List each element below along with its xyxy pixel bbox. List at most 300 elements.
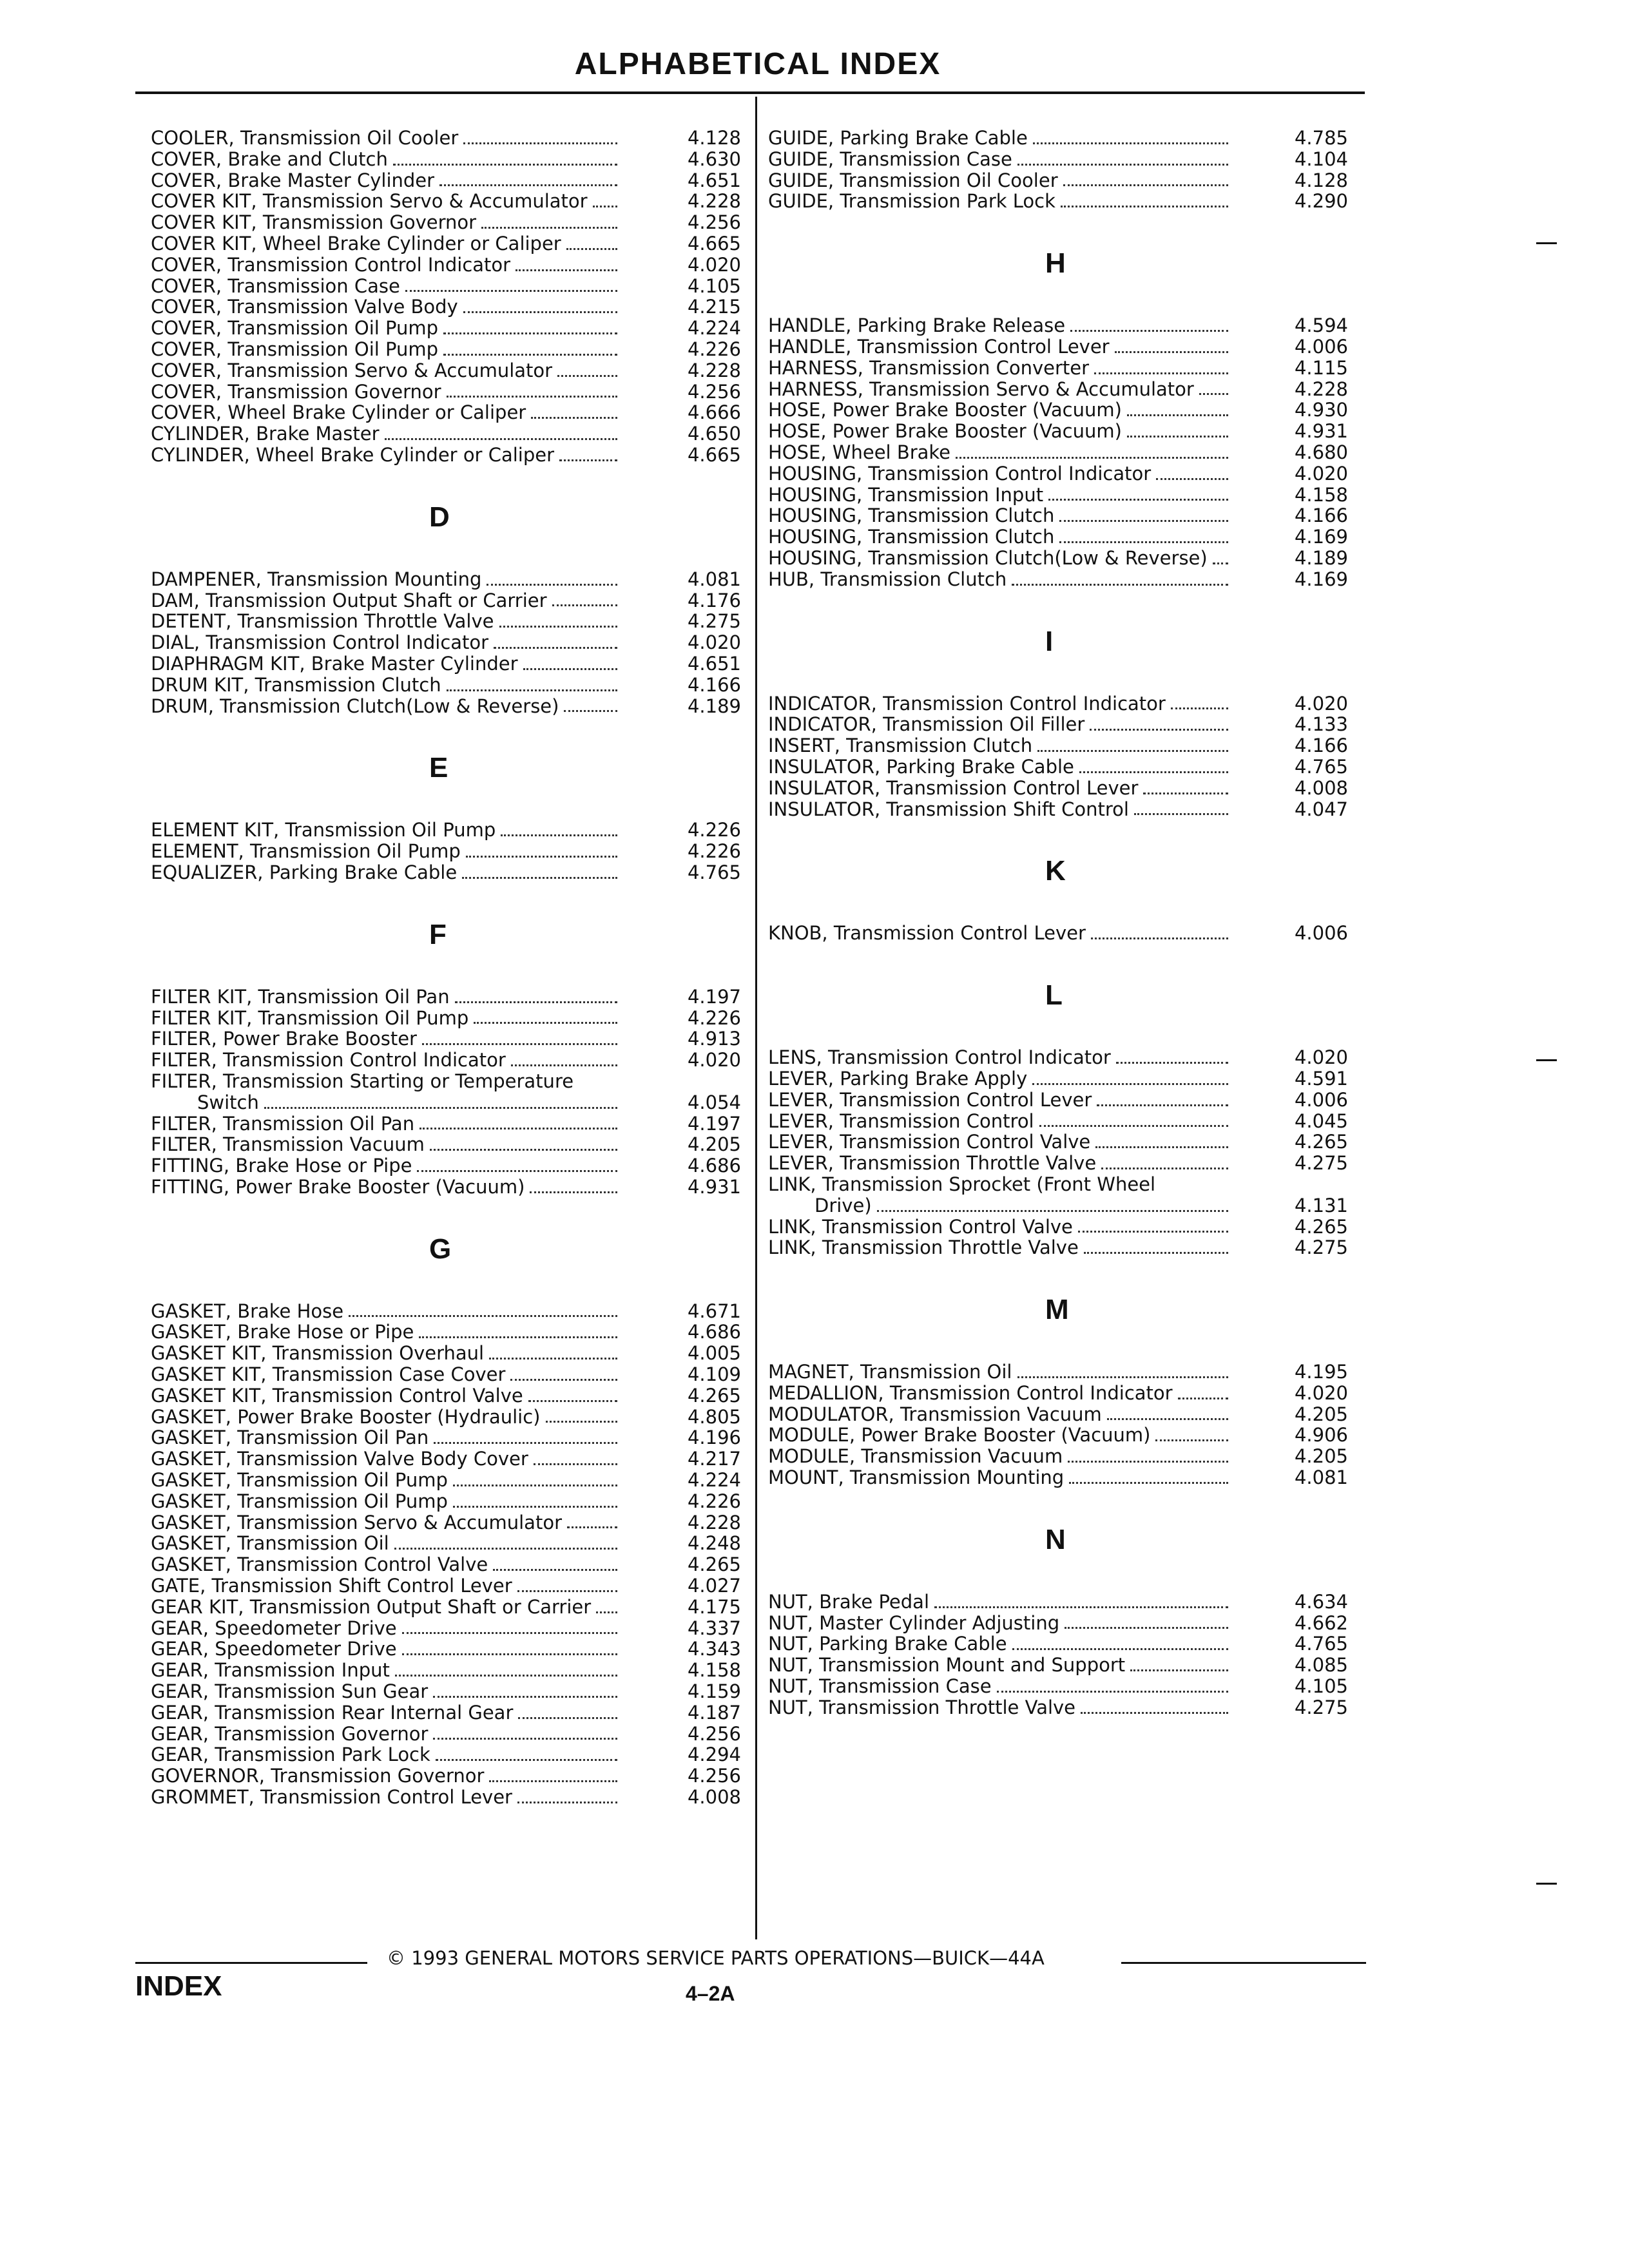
entry-name: MODULATOR, Transmission Vacuum — [768, 1403, 1102, 1425]
dot-leader — [1107, 1418, 1228, 1420]
entry-page-number: 4.169 — [1294, 568, 1348, 590]
index-entry — [151, 1092, 741, 1113]
index-entry — [151, 986, 741, 1008]
entry-name: GASKET, Transmission Oil Pump — [151, 1469, 448, 1492]
entry-page-number: 4.650 — [687, 423, 741, 445]
index-entry — [151, 1343, 741, 1364]
column-divider — [755, 97, 757, 1939]
index-entry — [768, 1361, 1348, 1383]
entry-name: COVER, Transmission Case — [151, 274, 400, 297]
index-entry — [768, 463, 1348, 485]
index-entry — [151, 675, 741, 696]
dot-leader — [439, 184, 617, 186]
section-heading-n — [768, 1488, 1348, 1591]
index-entry — [768, 714, 1348, 735]
dot-leader — [1061, 206, 1228, 207]
index-entry — [151, 1321, 741, 1343]
entry-page-number: 4.665 — [687, 443, 741, 466]
entry-name: DRUM KIT, Transmission Clutch — [151, 673, 441, 696]
index-group-h — [768, 315, 1348, 590]
entry-name: FITTING, Power Brake Booster (Vacuum) — [151, 1175, 525, 1198]
entry-name: Drive) — [815, 1194, 872, 1216]
entry-page-number: 4.205 — [687, 1133, 741, 1156]
dot-leader — [463, 142, 617, 144]
entry-name: GUIDE, Transmission Park Lock — [768, 190, 1055, 213]
index-entry — [768, 1676, 1348, 1697]
dot-leader — [1081, 1712, 1228, 1714]
entry-page-number: 4.196 — [687, 1427, 741, 1449]
dot-leader — [877, 1210, 1228, 1212]
entry-page-number: 4.109 — [687, 1363, 741, 1386]
dot-leader — [499, 626, 617, 628]
dot-leader — [1155, 1439, 1228, 1441]
entry-page-number: 4.133 — [1294, 713, 1348, 736]
index-group-k — [768, 923, 1348, 944]
index-entry — [768, 1047, 1348, 1068]
index-entry — [151, 1407, 741, 1428]
dot-leader — [419, 1128, 617, 1129]
dot-leader — [593, 206, 617, 207]
entry-name: NUT, Transmission Throttle Valve — [768, 1696, 1076, 1718]
index-group-l — [768, 1047, 1348, 1258]
entry-name: GASKET, Transmission Oil Pump — [151, 1490, 448, 1512]
index-entry — [151, 1364, 741, 1385]
index-entry — [768, 170, 1348, 191]
index-entry — [768, 1633, 1348, 1655]
entry-page-number: 4.008 — [687, 1786, 741, 1809]
section-heading-m — [768, 1258, 1348, 1361]
entry-name: LENS, Transmission Control Indicator — [768, 1046, 1111, 1069]
dot-leader — [546, 1421, 617, 1423]
section-letter: N — [1045, 1523, 1066, 1555]
entry-name: MEDALLION, Transmission Control Indicator — [768, 1381, 1173, 1404]
dot-leader — [1127, 436, 1228, 437]
index-entry — [151, 402, 741, 423]
entry-name: HOUSING, Transmission Input — [768, 483, 1044, 506]
entry-page-number: 4.913 — [687, 1028, 741, 1050]
entry-name: COVER, Transmission Oil Pump — [151, 317, 439, 340]
index-entry — [768, 1237, 1348, 1258]
entry-page-number: 4.054 — [687, 1091, 741, 1113]
footer-rule-right — [1121, 1962, 1366, 1964]
entry-page-number: 4.020 — [1294, 462, 1348, 485]
section-letter: M — [1045, 1294, 1069, 1326]
entry-name: INSULATOR, Parking Brake Cable — [768, 755, 1074, 778]
dot-leader — [493, 1569, 617, 1571]
dot-leader — [422, 1043, 617, 1045]
entry-name: GASKET KIT, Transmission Overhaul — [151, 1342, 485, 1365]
entry-page-number: 4.931 — [1294, 420, 1348, 443]
entry-name: GASKET KIT, Transmission Control Valve — [151, 1384, 523, 1407]
dot-leader — [1143, 793, 1228, 794]
entry-page-number: 4.671 — [687, 1300, 741, 1322]
entry-page-number: 4.248 — [687, 1532, 741, 1555]
dot-leader — [394, 1548, 617, 1550]
dot-leader — [1101, 1168, 1228, 1169]
entry-page-number: 4.906 — [1294, 1424, 1348, 1446]
index-entry — [768, 1383, 1348, 1404]
entry-name: FILTER KIT, Transmission Oil Pan — [151, 985, 450, 1008]
entry-name: DRUM, Transmission Clutch(Low & Reverse) — [151, 695, 559, 717]
entry-name: NUT, Brake Pedal — [768, 1590, 930, 1613]
entry-page-number: 4.224 — [687, 317, 741, 340]
dot-leader — [1017, 164, 1228, 166]
page-title: ALPHABETICAL INDEX — [574, 47, 941, 81]
entry-page-number: 4.166 — [1294, 505, 1348, 527]
page-number: 4–2A — [686, 1982, 735, 2005]
index-entry — [768, 1697, 1348, 1718]
dot-leader — [433, 1696, 617, 1698]
index-entry — [151, 1301, 741, 1322]
index-entry — [151, 296, 741, 318]
index-entry — [768, 526, 1348, 548]
entry-name: DIAL, Transmission Control Indicator — [151, 631, 489, 654]
dot-leader — [1012, 1648, 1228, 1650]
index-entry — [151, 1702, 741, 1724]
index-entry — [151, 1427, 741, 1448]
entry-name: NUT, Parking Brake Cable — [768, 1633, 1007, 1655]
entry-name: GROMMET, Transmission Control Lever — [151, 1786, 512, 1809]
entry-name: GUIDE, Transmission Case — [768, 148, 1012, 170]
index-entry — [151, 1491, 741, 1512]
dot-leader — [455, 1001, 617, 1003]
entry-name: FILTER, Transmission Control Indicator — [151, 1049, 506, 1072]
dot-leader — [530, 1191, 617, 1193]
dot-leader — [1095, 1146, 1228, 1148]
index-entry — [768, 1467, 1348, 1488]
index-entry — [768, 1216, 1348, 1238]
index-entry — [151, 1533, 741, 1554]
entry-page-number: 4.189 — [1294, 546, 1348, 569]
entry-name: HOUSING, Transmission Clutch — [768, 526, 1055, 548]
entry-name: HANDLE, Transmission Control Lever — [768, 335, 1110, 358]
entry-page-number: 4.105 — [687, 274, 741, 297]
section-letter: H — [1045, 247, 1066, 280]
entry-page-number: 4.020 — [687, 631, 741, 654]
entry-name: DAMPENER, Transmission Mounting — [151, 568, 482, 590]
index-entry — [768, 1195, 1348, 1216]
entry-name: GASKET, Brake Hose — [151, 1300, 344, 1322]
dot-leader — [1156, 478, 1228, 480]
index-entry — [151, 569, 741, 590]
dot-leader — [956, 457, 1228, 459]
entry-page-number: 4.591 — [1294, 1067, 1348, 1090]
dot-leader — [395, 1675, 617, 1677]
entry-page-number: 4.226 — [687, 1006, 741, 1029]
index-group-f — [151, 986, 741, 1198]
entry-name: CYLINDER, Wheel Brake Cylinder or Caliper — [151, 443, 555, 466]
index-entry — [768, 693, 1348, 715]
dot-leader — [552, 604, 617, 606]
entry-name: COOLER, Transmission Oil Cooler — [151, 127, 459, 149]
entry-name: FILTER, Transmission Starting or Temperature — [151, 1070, 574, 1092]
section-heading-i — [768, 590, 1348, 693]
entry-page-number: 4.105 — [1294, 1675, 1348, 1698]
section-heading-e — [151, 716, 741, 820]
entry-name: Switch — [197, 1091, 259, 1113]
entry-name: GASKET, Transmission Oil — [151, 1532, 389, 1555]
index-entry — [151, 1639, 741, 1660]
entry-name: COVER, Transmission Oil Pump — [151, 338, 439, 360]
dot-leader — [402, 1632, 617, 1634]
dot-leader — [1116, 1062, 1228, 1064]
dot-leader — [1130, 1669, 1228, 1671]
index-entry — [768, 1404, 1348, 1425]
dot-leader — [567, 1526, 617, 1528]
entry-name: COVER, Wheel Brake Cylinder or Caliper — [151, 401, 526, 424]
index-entry — [151, 170, 741, 191]
entry-name: INSULATOR, Transmission Control Lever — [768, 776, 1139, 799]
section-heading-l — [768, 944, 1348, 1047]
index-entry — [768, 548, 1348, 569]
section-heading-d — [151, 466, 741, 569]
entry-name: GASKET, Power Brake Booster (Hydraulic) — [151, 1405, 541, 1428]
entry-name: DIAPHRAGM KIT, Brake Master Cylinder — [151, 652, 518, 675]
index-entry — [151, 276, 741, 297]
index-entry — [151, 1554, 741, 1575]
entry-page-number: 4.159 — [687, 1680, 741, 1703]
index-entry — [151, 212, 741, 233]
entry-page-number: 4.666 — [687, 401, 741, 424]
entry-page-number: 4.128 — [687, 127, 741, 149]
entry-name: COVER, Brake and Clutch — [151, 148, 388, 170]
entry-name: GEAR KIT, Transmission Output Shaft or Carrier — [151, 1595, 592, 1618]
entry-name: HARNESS, Transmission Servo & Accumulator — [768, 378, 1194, 400]
entry-name: GASKET, Transmission Control Valve — [151, 1553, 488, 1576]
dot-leader — [1079, 771, 1228, 773]
entry-page-number: 4.651 — [687, 652, 741, 675]
dot-leader — [1070, 330, 1228, 332]
index-entry — [151, 1660, 741, 1681]
index-entry — [151, 1597, 741, 1618]
entry-name: GEAR, Transmission Input — [151, 1659, 390, 1682]
entry-page-number: 4.765 — [1294, 755, 1348, 778]
dot-leader — [489, 1780, 617, 1782]
index-entry — [151, 1512, 741, 1533]
dot-leader — [474, 1022, 617, 1024]
entry-page-number: 4.045 — [1294, 1110, 1348, 1132]
index-entry — [151, 1385, 741, 1407]
index-entry — [768, 1425, 1348, 1446]
section-letter: D — [429, 501, 450, 533]
dot-leader — [447, 396, 617, 398]
dot-leader — [528, 1400, 617, 1402]
dot-leader — [1065, 1627, 1228, 1629]
index-entry — [768, 923, 1348, 944]
dot-leader — [494, 647, 617, 649]
entry-page-number: 4.115 — [1294, 356, 1348, 379]
index-entry — [151, 1765, 741, 1787]
entry-page-number: 4.805 — [687, 1405, 741, 1428]
entry-page-number: 4.275 — [1294, 1696, 1348, 1718]
section-letter: E — [429, 752, 448, 784]
index-entry — [151, 191, 741, 212]
entry-name: GASKET, Transmission Oil Pan — [151, 1427, 429, 1449]
section-letter: K — [1045, 855, 1066, 887]
dot-leader — [1078, 1231, 1228, 1233]
entry-page-number: 4.175 — [687, 1595, 741, 1618]
index-entry — [768, 1111, 1348, 1132]
entry-name: INDICATOR, Transmission Oil Filler — [768, 713, 1085, 736]
index-entry — [151, 339, 741, 360]
margin-tick-mark — [1536, 1059, 1557, 1061]
dot-leader — [501, 834, 617, 836]
index-entry — [768, 799, 1348, 820]
section-letter: F — [429, 918, 447, 950]
entry-name: GEAR, Speedometer Drive — [151, 1617, 397, 1639]
index-entry — [151, 1028, 741, 1050]
dot-leader — [997, 1691, 1228, 1693]
entry-page-number: 4.131 — [1294, 1194, 1348, 1216]
index-entry — [151, 611, 741, 632]
index-entry — [151, 1177, 741, 1198]
entry-page-number: 4.630 — [687, 148, 741, 170]
dot-leader — [1134, 813, 1228, 815]
dot-leader — [517, 1590, 617, 1592]
dot-leader — [510, 1379, 617, 1381]
dot-leader — [1048, 499, 1228, 501]
entry-name: INSULATOR, Transmission Shift Control — [768, 798, 1129, 820]
index-entry — [151, 1155, 741, 1177]
entry-name: NUT, Transmission Case — [768, 1675, 992, 1698]
entry-name: LEVER, Transmission Control Valve — [768, 1131, 1091, 1153]
entry-page-number: 4.128 — [1294, 169, 1348, 191]
dot-leader — [596, 1611, 617, 1613]
dot-leader — [1171, 707, 1228, 709]
entry-name: HOUSING, Transmission Control Indicator — [768, 462, 1152, 485]
dot-leader — [264, 1107, 617, 1109]
index-entry — [768, 1591, 1348, 1613]
entry-page-number: 4.594 — [1294, 314, 1348, 337]
entry-name: KNOB, Transmission Control Lever — [768, 922, 1086, 945]
dot-leader — [487, 584, 617, 586]
entry-page-number: 4.290 — [1294, 190, 1348, 213]
entry-name: FILTER, Power Brake Booster — [151, 1028, 417, 1050]
dot-leader — [430, 1149, 617, 1151]
entry-page-number: 4.226 — [687, 1490, 741, 1512]
entry-page-number: 4.224 — [687, 1469, 741, 1492]
entry-page-number: 4.765 — [1294, 1633, 1348, 1655]
dot-leader — [1178, 1398, 1228, 1399]
entry-name: CYLINDER, Brake Master — [151, 423, 380, 445]
dot-leader — [1090, 729, 1228, 731]
entry-name: FILTER KIT, Transmission Oil Pump — [151, 1006, 469, 1029]
entry-page-number: 4.226 — [687, 338, 741, 360]
entry-name: LINK, Transmission Throttle Valve — [768, 1236, 1079, 1259]
dot-leader — [1199, 393, 1228, 395]
dot-leader — [516, 269, 617, 271]
index-entry — [151, 1681, 741, 1702]
entry-name: GEAR, Speedometer Drive — [151, 1638, 397, 1660]
entry-page-number: 4.217 — [687, 1448, 741, 1470]
index-group-e — [151, 820, 741, 883]
entry-page-number: 4.686 — [687, 1155, 741, 1177]
entry-page-number: 4.215 — [687, 296, 741, 318]
copyright-notice: © 1993 GENERAL MOTORS SERVICE PARTS OPERATIONS—BUICK—44A — [387, 1947, 1045, 1969]
entry-name: GASKET, Transmission Valve Body Cover — [151, 1448, 528, 1470]
entry-page-number: 4.343 — [687, 1638, 741, 1660]
dot-leader — [436, 1759, 617, 1761]
index-entry — [151, 1448, 741, 1470]
dot-leader — [1115, 351, 1228, 353]
section-letter: G — [429, 1233, 452, 1265]
entry-name: FILTER, Transmission Oil Pan — [151, 1112, 415, 1135]
entry-page-number: 4.195 — [1294, 1361, 1348, 1383]
dot-leader — [1094, 372, 1228, 374]
dot-leader — [417, 1170, 617, 1172]
entry-page-number: 4.680 — [1294, 441, 1348, 463]
index-entry — [768, 1068, 1348, 1090]
index-entry — [151, 149, 741, 170]
section-heading-f — [151, 883, 741, 986]
index-entry — [768, 1153, 1348, 1174]
index-entry — [768, 569, 1348, 590]
left-column — [151, 128, 741, 1808]
index-entry — [768, 1613, 1348, 1634]
dot-leader — [1012, 584, 1228, 586]
dot-leader — [1059, 520, 1228, 522]
index-entry — [768, 128, 1348, 149]
entry-page-number: 4.337 — [687, 1617, 741, 1639]
entry-name: HOSE, Power Brake Booster (Vacuum) — [768, 399, 1122, 421]
dot-leader — [1069, 1482, 1228, 1484]
entry-name: LINK, Transmission Control Valve — [768, 1215, 1073, 1238]
dot-leader — [419, 1336, 617, 1338]
dot-leader — [453, 1506, 617, 1508]
index-entry — [768, 1446, 1348, 1467]
index-entry — [151, 381, 741, 403]
entry-page-number: 4.027 — [687, 1575, 741, 1597]
footer-rule-left — [135, 1962, 367, 1964]
entry-page-number: 4.275 — [687, 610, 741, 633]
index-entry — [768, 442, 1348, 463]
index-entry — [151, 862, 741, 883]
index-entry — [151, 233, 741, 255]
dot-leader — [462, 877, 617, 879]
entry-page-number: 4.256 — [687, 1722, 741, 1745]
index-group-c — [151, 128, 741, 466]
dot-leader — [463, 311, 617, 313]
entry-page-number: 4.686 — [687, 1321, 741, 1343]
dot-leader — [466, 856, 617, 858]
entry-page-number: 4.176 — [687, 589, 741, 611]
entry-name: INSERT, Transmission Clutch — [768, 735, 1033, 757]
dot-leader — [523, 668, 617, 670]
index-entry — [151, 1071, 741, 1092]
index-entry — [151, 1744, 741, 1765]
entry-name: HOUSING, Transmission Clutch(Low & Reverse) — [768, 546, 1208, 569]
dot-leader — [534, 1463, 617, 1465]
dot-leader — [1017, 1376, 1228, 1378]
entry-name: FILTER, Transmission Vacuum — [151, 1133, 425, 1156]
index-entry — [151, 696, 741, 717]
index-label: INDEX — [135, 1970, 222, 2002]
index-entry — [768, 421, 1348, 442]
dot-leader — [481, 227, 617, 229]
index-entry — [151, 128, 741, 149]
entry-name: GASKET, Transmission Servo & Accumulator — [151, 1511, 562, 1533]
entry-name: COVER, Transmission Valve Body — [151, 296, 458, 318]
dot-leader — [1091, 937, 1228, 939]
right-column — [768, 128, 1348, 1718]
entry-name: HARNESS, Transmission Converter — [768, 356, 1090, 379]
index-entry — [151, 632, 741, 653]
entry-page-number: 4.006 — [1294, 1088, 1348, 1111]
index-entry — [151, 841, 741, 862]
index-entry — [151, 590, 741, 611]
index-entry — [151, 1134, 741, 1155]
entry-name: GASKET, Brake Hose or Pipe — [151, 1321, 414, 1343]
